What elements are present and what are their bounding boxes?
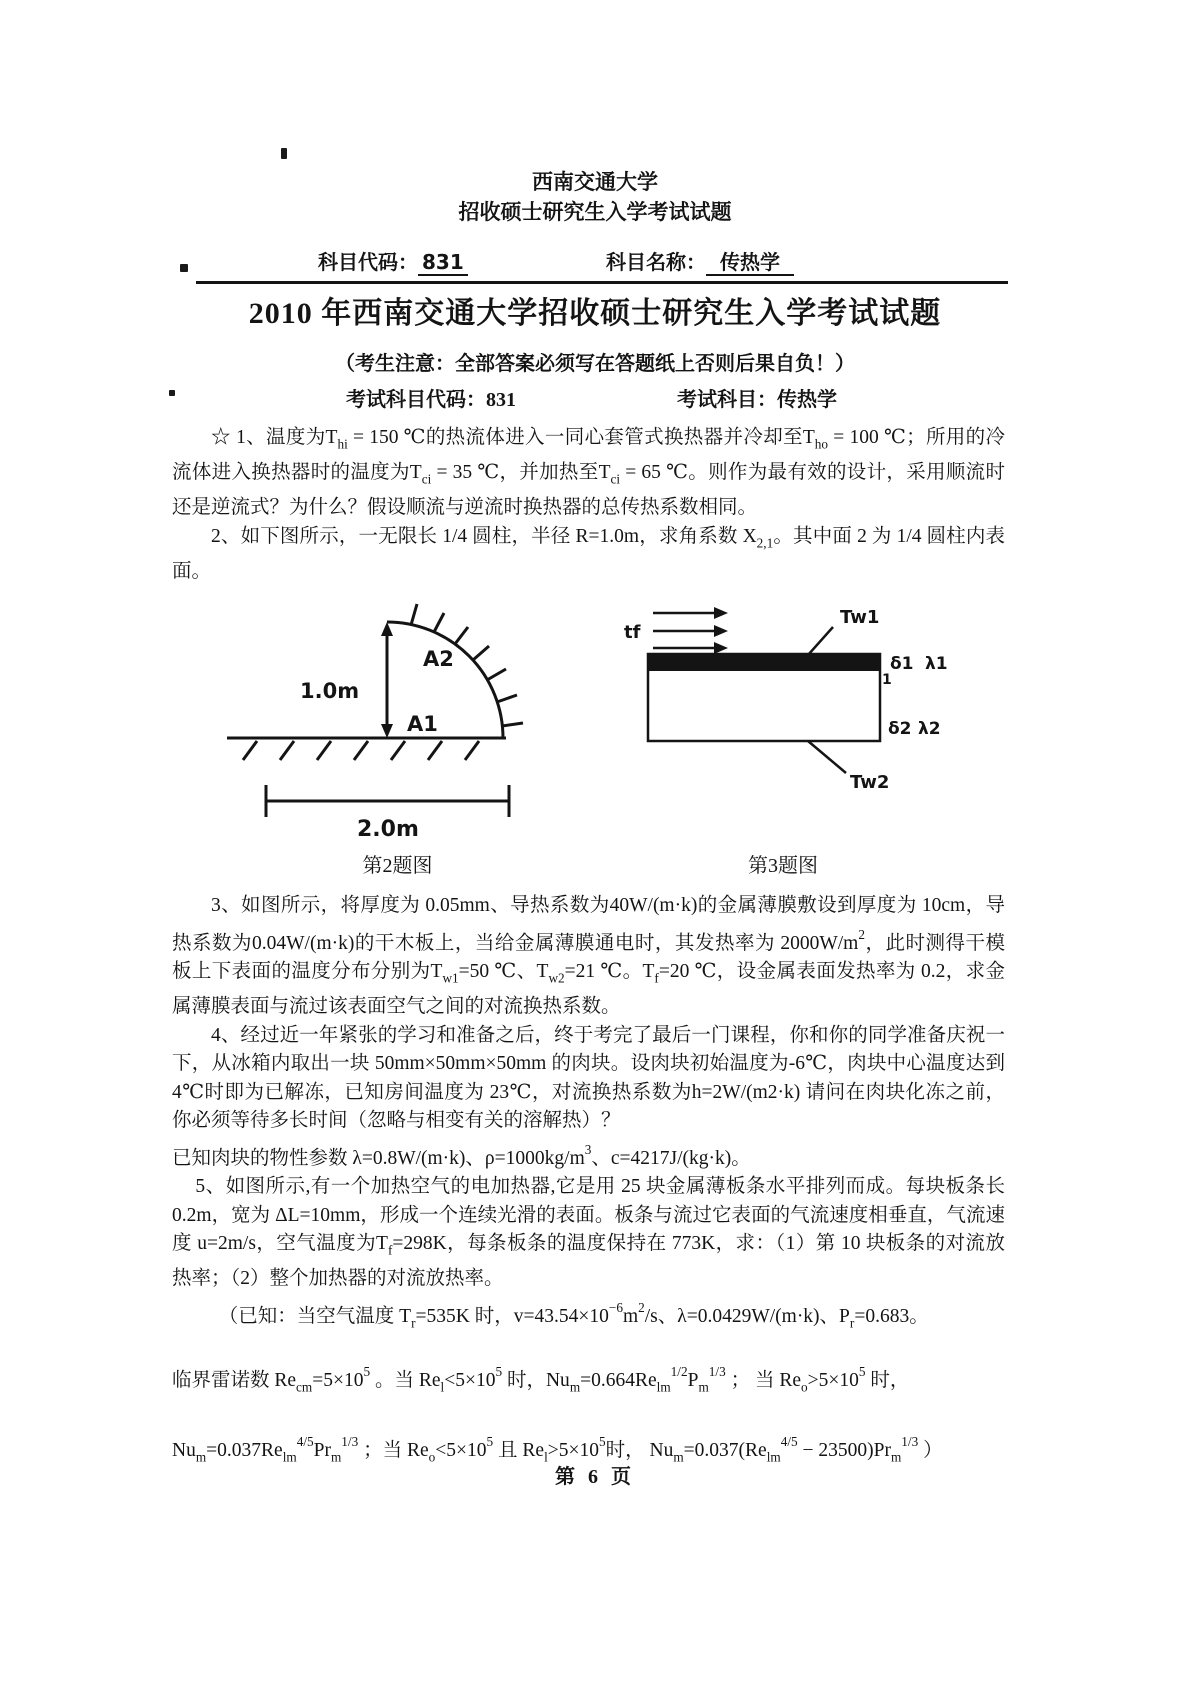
subject-code-label: 科目代码： xyxy=(318,250,418,274)
exam-subject-row xyxy=(0,383,1190,411)
flow-temperature-label: tf xyxy=(624,621,641,643)
subject-name xyxy=(606,246,794,275)
scan-artifact xyxy=(281,148,287,159)
quarter-arc xyxy=(387,622,503,738)
figure-quarter-cylinder xyxy=(225,596,570,846)
question-1: ☆ 1、温度为$T_{hi} = 150$ ℃的热流体进入一同心套管式换热器并冷却至$T_{ho} = 100$ ℃；所用的冷流体进入换热器时的温度为$T_{ci} = 35$ ℃，并加热至$T_{ci} = 65$ ℃。则作为最有效的设计，采用顺流时还是逆流式？为什么？假设顺流与逆流时换热器的总传热系数相同。 xyxy=(172,427,1005,519)
figure-row xyxy=(172,596,1005,846)
question-5-reynolds-line-2: $Nu_m=0.037Re_{lm}^{4/5}Pr_m^{1/3}$ ；当 $Re_o<5\times 10^5$ 且 $Re_l>5\times 10^5$时， $Nu_m=0.037(Re_{lm}^{4/5} - 23500)Pr_m^{1/3}$ ） xyxy=(172,1434,943,1465)
exam-code: 考试科目代码：831 xyxy=(346,389,516,411)
question-5-given: （已知：当空气温度 $T_r=535K$ 时，$v=43.54\times 10^{-6}m^2/s$、λ=0.0429W/(m·k)、$P_r=0.683$。 xyxy=(218,1299,929,1331)
subject-code-row xyxy=(0,246,1190,276)
conductivity-1-label: λ1 xyxy=(925,653,948,674)
question-4: 4、经过近一年紧张的学习和准备之后，终于考完了最后一门课程，你和你的同学准备庆祝一下，从冰箱内取出一块 50mm×50mm×50mm 的肉块。设肉块初始温度为-6℃，肉块中心温度达到 4℃时即为已解冻，已知房间温度为 23℃，对流换热系数为h=2W/(m2·k) 请问在肉块化冻之前，你必须等待多长时间（忽略与相变有关的溶解热）？ xyxy=(172,1024,1005,1132)
question-5: 5、如图所示,有一个加热空气的电加热器,它是用 25 块金属薄板条水平排列而成。每块板条长 0.2m，宽为 ΔL=10mm，形成一个连续光滑的表面。板条与流过它表面的气流速度相垂直，气流速度 u=2m/s，空气温度为$T_f=298K$，每条板条的温度保持在 773K，求：（1）第 10 块板条的对流放热率；（2）整个加热器的对流放热率。 xyxy=(172,1176,1005,1290)
dim-horizontal-label: 2.0m xyxy=(357,816,419,842)
tw2-leader xyxy=(808,741,846,773)
subject-name-label: 科目名称： xyxy=(606,250,706,274)
thickness-1-label: δ1 xyxy=(890,653,914,674)
wall-temp-2-label: Tw2 xyxy=(850,771,890,793)
surface-a2-label: A2 xyxy=(423,646,454,671)
question-body xyxy=(172,424,1005,1472)
divider-rule xyxy=(196,281,1008,284)
wall-temp-1-label: Tw1 xyxy=(840,606,880,628)
figure-captions xyxy=(172,852,1005,881)
metal-film xyxy=(648,654,880,671)
subject-code xyxy=(318,246,468,275)
header-subtitle: 招收硕士研究生入学考试试题 xyxy=(458,200,732,224)
exam-subject: 考试科目：传热学 xyxy=(677,389,837,411)
surface-a1-label: A1 xyxy=(407,711,438,736)
question-5-reynolds-line-1: 临界雷诺数 $Re_{cm}=5\times 10^5$ 。当 $Re_l<5\times 10^5$ 时，$Nu_m=0.664Re_{lm}^{1/2}P_m^{1/3}$ ； 当 $Re_o>5\times 10^5$ 时， xyxy=(172,1364,910,1395)
thickness-2-label: δ2 xyxy=(888,718,912,739)
page-number: 第 6 页 xyxy=(555,1466,635,1488)
figure-film-on-board xyxy=(618,596,948,846)
figure-3-caption: 第3题图 xyxy=(748,854,818,877)
page-title: 2010 年西南交通大学招收硕士研究生入学考试试题 xyxy=(248,297,942,330)
conductivity-2-label: λ2 xyxy=(918,718,941,739)
subject-name-value: 传热学 xyxy=(706,250,794,276)
subject-code-value: 831 xyxy=(418,250,468,276)
question-3: 3、如图所示，将厚度为 0.05mm、导热系数为40W/(m·k)的金属薄膜敷设到厚度为 10cm，导热系数为0.04W/(m·k)的干木板上，当给金属薄膜通电时，其发热率为 $2000W/m^2$，此时测得干模板上下表面的温度分布分别为$T_{w1}=50$ ℃、$T_{w2}=21$ ℃。$T_f=20$ ℃，设金属表面发热率为 0.2，求金属薄膜表面与流过该表面空气之间的对流换热系数。 xyxy=(172,895,1005,1018)
question-2: 2、如下图所示，一无限长 1/4 圆柱，半径 R=1.0m，求角系数 $X_{2,1}$。其中面 2 为 1/4 圆柱内表面。 xyxy=(172,525,1006,583)
dim-vertical-label: 1.0m xyxy=(300,678,360,703)
candidate-notice: （考生注意：全部答案必须写在答题纸上否则后果自负！） xyxy=(335,353,855,375)
figure-2-caption: 第2题图 xyxy=(362,854,433,877)
surface-1-label: 1 xyxy=(882,671,892,688)
university-name: 西南交通大学 xyxy=(532,170,658,194)
question-4-properties: 已知肉块的物性参数 λ=0.8W/(m·k)、$\rho=1000kg/m^3$、c=4217J/(kg·k)。 xyxy=(172,1141,751,1169)
